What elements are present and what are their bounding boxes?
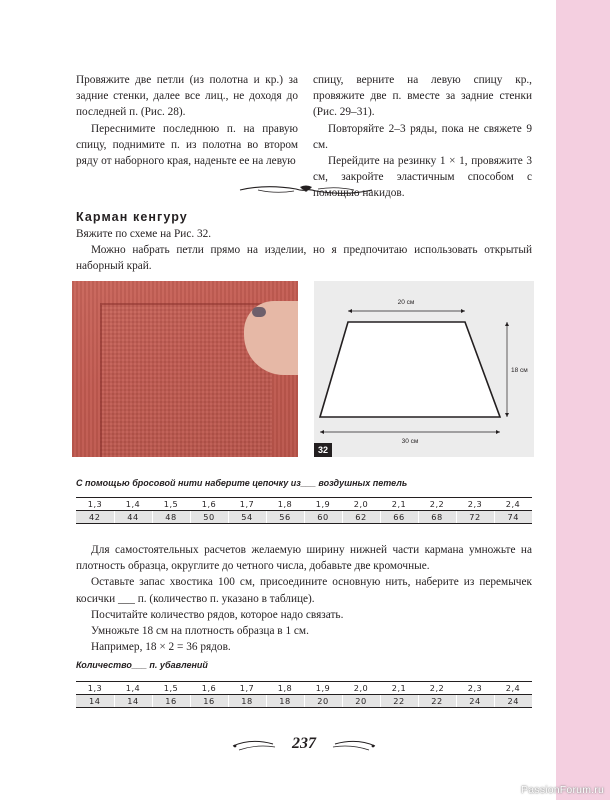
table-cell: 66	[380, 511, 418, 524]
table-cell: 20	[342, 695, 380, 708]
paragraph: Посчитайте количество рядов, которое надо связать.	[91, 608, 344, 621]
table-cell: 1,9	[304, 498, 342, 511]
table-caption: Количество___ п. убавлений	[76, 660, 208, 670]
table-cell: 2,2	[418, 498, 456, 511]
table-cell: 24	[456, 695, 494, 708]
paragraph: Для самостоятельных расчетов желаемую ширину нижней части кармана умножьте на плотность образца, округлите до четного числа, добавьте две кромочные.	[76, 544, 532, 573]
table-cell: 1,6	[190, 498, 228, 511]
table-cell: 14	[114, 695, 152, 708]
table-cell: 1,4	[114, 498, 152, 511]
pocket-schematic	[314, 281, 534, 457]
table-cell: 1,8	[266, 498, 304, 511]
table-cell: 1,6	[190, 682, 228, 695]
page-number: 237	[292, 735, 316, 752]
chain-count-table	[76, 497, 532, 524]
table-cell: 44	[114, 511, 152, 524]
table-cell: 72	[456, 511, 494, 524]
table-cell: 2,4	[494, 682, 532, 695]
table-cell: 2,0	[342, 498, 380, 511]
table-cell: 2,1	[380, 498, 418, 511]
table-cell: 1,3	[76, 498, 114, 511]
decrease-count-table	[76, 681, 532, 708]
table-cell: 68	[418, 511, 456, 524]
table-cell: 48	[152, 511, 190, 524]
table-cell: 2,3	[456, 498, 494, 511]
table-cell: 16	[190, 695, 228, 708]
table-cell: 54	[228, 511, 266, 524]
table-cell: 1,7	[228, 682, 266, 695]
paragraph: Вяжите по схеме на Рис. 32.	[76, 228, 212, 240]
table-cell: 2,2	[418, 682, 456, 695]
paragraph: спицу, верните на левую спицу кр., провяжите две п. вместе за задние стенки (Рис. 29–31).	[313, 74, 532, 119]
paragraph: Повторяйте 2–3 ряды, пока не свяжете 9 см.	[313, 122, 532, 151]
side-color-band	[556, 0, 610, 800]
table-cell: 1,8	[266, 682, 304, 695]
table-cell: 2,4	[494, 498, 532, 511]
table-cell: 18	[228, 695, 266, 708]
table-cell: 22	[380, 695, 418, 708]
table-cell: 24	[494, 695, 532, 708]
paragraph: Провяжите две петли (из полотна и кр.) за задние стенки, далее все лиц., не доходя до последней п. (Рис. 28).	[76, 74, 298, 119]
decorative-divider	[236, 182, 376, 198]
table-cell: 60	[304, 511, 342, 524]
table-cell: 2,3	[456, 682, 494, 695]
table-caption: С помощью бросовой нити наберите цепочку из___ воздушных петель	[76, 478, 408, 488]
table-cell: 14	[76, 695, 114, 708]
table-cell: 74	[494, 511, 532, 524]
section-intro	[76, 226, 532, 275]
paragraph: Умножьте 18 см на плотность образца в 1 см.	[91, 625, 309, 638]
table-cell: 20	[304, 695, 342, 708]
table-cell: 1,5	[152, 682, 190, 695]
table-cell: 2,1	[380, 682, 418, 695]
paragraph: Можно набрать петли прямо на изделии, но я предпочитаю использовать открытый наборный край.	[76, 244, 532, 273]
figure-number: 32	[314, 443, 332, 457]
instructions-text	[76, 542, 532, 655]
page-folio	[229, 734, 379, 756]
table-cell: 18	[266, 695, 304, 708]
table-cell: 62	[342, 511, 380, 524]
text-column-left	[76, 72, 298, 169]
bottom-width-label: 30 см	[401, 438, 419, 445]
table-cell: 1,7	[228, 498, 266, 511]
table-cell: 56	[266, 511, 304, 524]
table-cell: 2,0	[342, 682, 380, 695]
table-cell: 22	[418, 695, 456, 708]
table-cell: 1,5	[152, 498, 190, 511]
table-cell: 50	[190, 511, 228, 524]
table-cell: 16	[152, 695, 190, 708]
section-heading: Карман кенгуру	[76, 210, 188, 224]
table-cell: 1,9	[304, 682, 342, 695]
paragraph: Перейдите на резинку 1 × 1, провяжите 3 см, закройте эластичным способом с помощью накидов.	[313, 155, 532, 200]
height-label: 18 см	[511, 367, 528, 374]
top-width-label: 20 см	[397, 299, 415, 306]
paragraph: Переснимите последнюю п. на правую спицу, поднимите п. из полотна во втором ряду от наборного края, наденьте ее на левую	[76, 122, 298, 168]
paragraph: Оставьте запас хвостика 100 см, присоедините основную нить, наберите из перемычек косички ___ п. (количество п. указано в таблице).	[76, 576, 532, 605]
paragraph: Например, 18 × 2 = 36 рядов.	[91, 641, 231, 654]
table-cell: 42	[76, 511, 114, 524]
table-cell: 1,3	[76, 682, 114, 695]
pocket-photo	[72, 281, 298, 457]
watermark-text: PassionForum.ru	[521, 784, 604, 796]
table-cell: 1,4	[114, 682, 152, 695]
